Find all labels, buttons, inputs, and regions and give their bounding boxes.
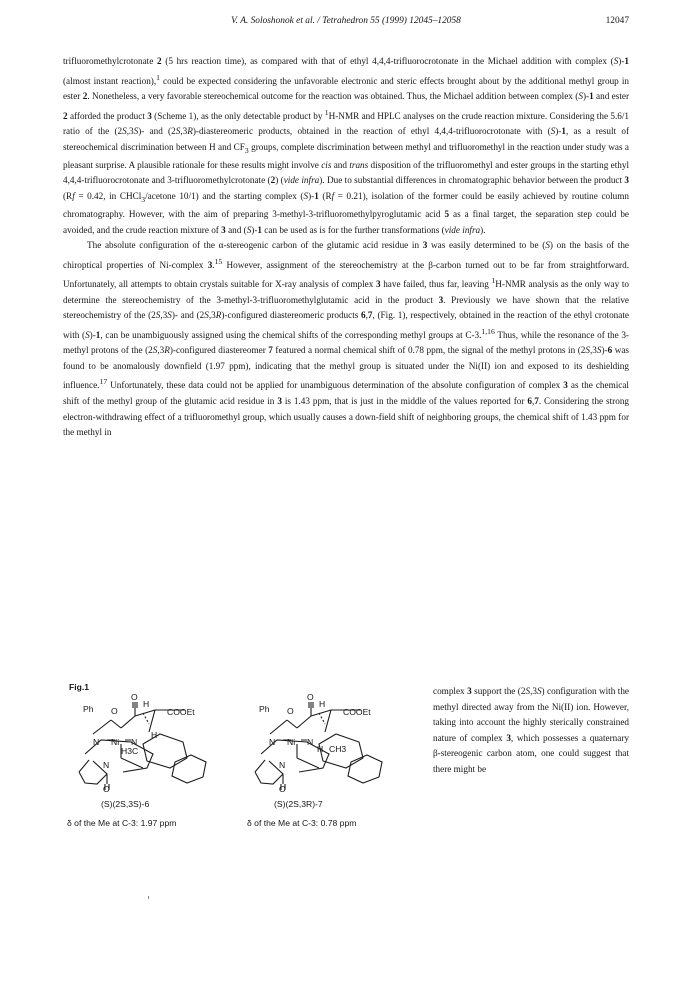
figure-1: [63, 682, 428, 832]
svg-text:O: O: [279, 784, 286, 794]
svg-text:N: N: [279, 760, 286, 770]
figure-label: Fig.1: [69, 682, 90, 692]
svg-text:Ph: Ph: [259, 704, 270, 714]
svg-text:N: N: [269, 737, 276, 747]
page-number: 12047: [605, 16, 629, 26]
running-head: V. A. Soloshonok et al. / Tetrahedron 55 (1999) 12045–12058: [231, 16, 461, 26]
shift-caption-6: δ of the Me at C-3: 1.97 ppm: [67, 818, 177, 828]
svg-text:Ni: Ni: [111, 737, 120, 747]
svg-text:COOEt: COOEt: [343, 707, 371, 717]
svg-text:O: O: [131, 692, 138, 702]
page-header: [0, 14, 692, 30]
svg-text:N: N: [93, 737, 100, 747]
svg-text:H: H: [151, 730, 158, 740]
svg-text:N: N: [103, 760, 110, 770]
svg-text:H: H: [143, 699, 150, 709]
main-text: [63, 54, 629, 441]
svg-text:O: O: [287, 706, 294, 716]
svg-text:O: O: [307, 692, 314, 702]
paragraph-3: complex 3 support the (2S,3S) configuration with the methyl directed away from the Ni(II) ion. However, taking into account the highly sterically constrained nature of complex 3, which possesses a quaternary β-stereogenic carbon atom, one could suggest that there might be: [433, 686, 630, 774]
svg-text:COOEt: COOEt: [167, 707, 195, 717]
compound-label-7: (S)(2S,3R)-7: [274, 799, 323, 809]
svg-text:H: H: [319, 699, 326, 709]
svg-text:Ni: Ni: [287, 737, 296, 747]
paragraph-2: The absolute configuration of the α-stereogenic carbon of the glutamic acid residue in 3 was easily determined to be (S) on the basis of the chiroptical properties of Ni-complex 3.15 However, assignment of the stereochemistry at the β-carbon turned out to be far from straightforward. Unfortunately, all attempts to obtain crystals suitable for X-ray analysis of complex 3 have failed, thus far, leaving $^1$H-NMR analysis as the only way to determine the stereochemistry of the 3-methyl-3-trifluoromethylglutamic acid in the product 3. Previously we have shown that the relative stereochemistry of the (2S,3S)- and (2S,3R)-configured diastereomeric products 6,7, (Fig. 1), respectively, obtained in the reaction of the ethyl crotonate with (S)-1, can be unambiguously assigned using the chemical shifts of the corresponding methyl groups at C-3.$^{1,16}$ Thus, while the resonance of the 3-methyl protons of the (2S,3R)-configured diastereomer 7 featured a normal chemical shift of 0.78 ppm, the signal of the methyl protons in (2S,3S)-6 was found to be anomalously downfield (1.97 ppm), indicating that the methyl group is situated under the Ni(II) ion and exposed to its deshielding influence.$^{17}$ Unfortunately, these data could not be applied for unambiguous determination of the absolute configuration of complex 3 as the chemical shift of the methyl group of the glutamic acid residue in 3 is 1.43 ppm, that is just in the middle of the values reported for 6,7. Considering the strong electron-withdrawing effect of a trifluoromethyl group, which usually causes a down-field shift of neighboring groups, the chemical shift of 1.43 ppm for the methyl in: [63, 240, 630, 438]
svg-text:O: O: [111, 706, 118, 716]
shift-caption-7: δ of the Me at C-3: 0.78 ppm: [247, 818, 357, 828]
scan-mark: [148, 896, 151, 898]
svg-text:N: N: [307, 737, 314, 747]
svg-text:Ph: Ph: [83, 704, 94, 714]
structure-atoms: [83, 692, 371, 794]
svg-text:H3C: H3C: [121, 746, 139, 756]
structure-drawings: [63, 682, 428, 800]
svg-text:O: O: [103, 784, 110, 794]
svg-text:N: N: [131, 737, 138, 747]
compound-label-6: (S)(2S,3S)-6: [101, 799, 150, 809]
paragraph-1: trifluoromethylcrotonate 2 (5 hrs reaction time), as compared with that of ethyl 4,4,4-trifluorocrotonate in the Michael addition with complex (S)-1 (almost instant reaction),$^1$ could be expected considering the unfavorable electronic and steric effects brought about by the additional methyl group in ester 2. Nonetheless, a very favorable stereochemical outcome for the reaction was obtained. Thus, the Michael addition between complex (S)-1 and ester 2 afforded the product 3 (Scheme 1), as the only detectable product by $^1$H-NMR and HPLC analyses on the crude reaction mixture. Considering the 5.6/1 ratio of the (2S,3S)- and (2S,3R)-diastereomeric products, obtained in the reaction of ethyl 4,4,4-trifluorocrotonate with (S)-1, as a result of stereochemical discrimination between H and $CF_3$ groups, complete discrimination between methyl and trifluoromethyl in the reaction under study was a pleasant surprise. A plausible rationale for these results might involve cis and trans disposition of the trifluoromethyl and ester groups in the starting ethyl 4,4,4-trifluorocrotonate and 3-trifluoromethylcrotonate (2) (vide infra). Due to substantial differences in chromatographic behavior between the product 3 (Rf = 0.42, in CHCl$_3$/acetone 10/1) and the starting complex (S)-1 (Rf = 0.21), isolation of the former could be easily achieved by routine column chromatography. However, with the aim of preparing 3-methyl-3-trifluoromethylpyroglutamic acid 5 as a final target, the separation step could be avoided, and the crude reaction mixture of 3 and (S)-1 can be used as is for the further transformations (vide infra).: [63, 56, 630, 235]
svg-text:CH3: CH3: [329, 744, 347, 754]
svg-text:H: H: [317, 744, 324, 754]
